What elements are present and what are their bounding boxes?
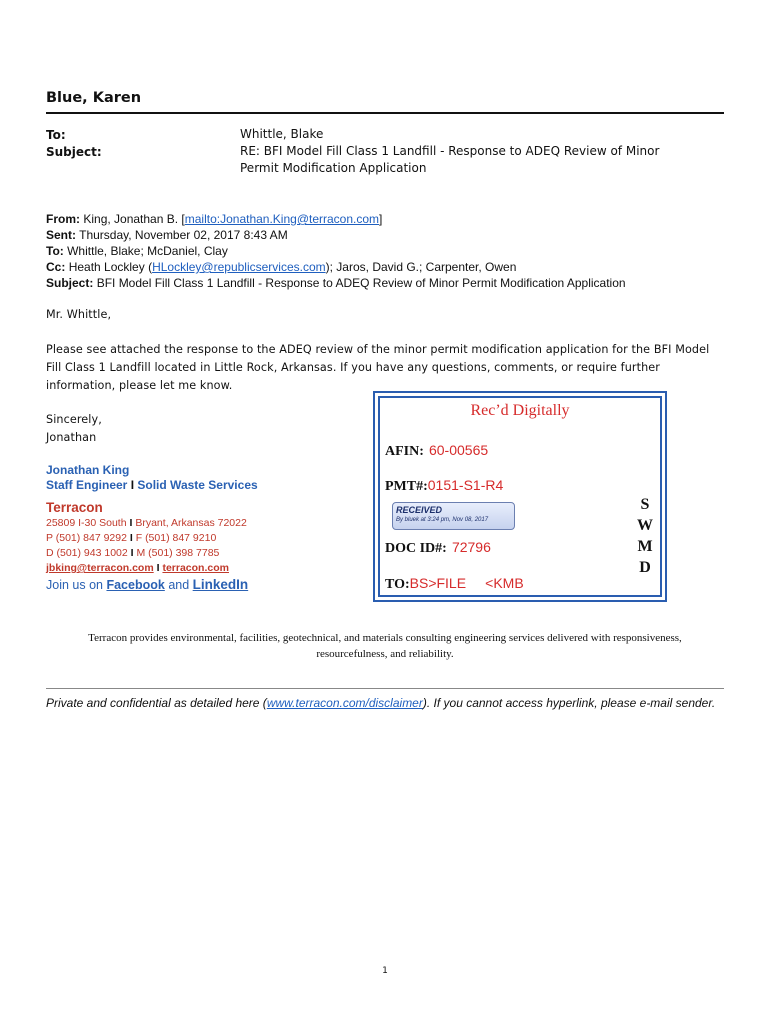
cc-label: Cc: [46, 260, 66, 274]
signature-title-a: Staff Engineer [46, 478, 128, 492]
from-close: ] [379, 212, 383, 226]
from-name: King, Jonathan B. [ [83, 212, 185, 226]
stamp-afin-row [385, 440, 488, 460]
sender-name: Blue, Karen [46, 90, 142, 106]
private-notice [46, 696, 726, 711]
company-tagline: Terracon provides environmental, facilities, geotechnical, and materials consulting engineering services delivered with responsiveness, resourcefulness, and reliability. [88, 632, 682, 660]
and-text: and [168, 578, 190, 592]
closing: Sincerely, [46, 413, 102, 426]
received-stamp [373, 391, 667, 602]
original-to-label: To: [46, 244, 64, 258]
private-a: Private and confidential as detailed here ( [46, 696, 267, 710]
stamp-inner-border [378, 396, 662, 597]
stamp-pmt-row [385, 475, 503, 495]
stamp-docid-row [385, 537, 491, 557]
stamp-title: Rec’d Digitally [470, 402, 570, 419]
cc-name: Heath Lockley ( [68, 260, 153, 274]
separator: I [156, 562, 160, 574]
swmd-vertical-label [636, 494, 654, 578]
subject-label: Subject: [46, 145, 102, 159]
from-label: From: [46, 212, 80, 226]
afin-label: AFIN: [385, 444, 424, 459]
signoff: Jonathan [46, 431, 97, 444]
swmd-letter: D [639, 559, 651, 576]
stamp-to-b: <KMB [485, 575, 524, 591]
signature-title [46, 478, 258, 492]
original-to-line [46, 243, 228, 259]
address-a: 25809 I-30 South [46, 517, 127, 529]
stamp-to-row [385, 573, 524, 593]
signature-phones-1 [46, 531, 216, 546]
signature-web [46, 561, 229, 576]
sent-label: Sent: [46, 228, 76, 242]
original-to-value: Whittle, Blake; McDaniel, Clay [67, 244, 228, 258]
phone-m: M (501) 398 7785 [136, 547, 220, 559]
separator: I [130, 478, 135, 492]
swmd-letter: S [640, 496, 650, 513]
phone-d: D (501) 943 1002 [46, 547, 128, 559]
stamp-to-a: BS>FILE [409, 575, 467, 591]
cc-rest: ); Jaros, David G.; Carpenter, Owen [325, 260, 517, 274]
page-number: 1 [382, 966, 388, 976]
footer-divider [46, 688, 724, 689]
received-badge [392, 502, 515, 530]
original-subject-label: Subject: [46, 276, 94, 290]
separator: I [129, 517, 133, 529]
body-paragraph: Please see attached the response to the ADEQ review of the minor permit modification application for the BFI Model Fill Class 1 Landfill located in Little Rock, Arkansas. If you have any questions, comments, or require further information, please let me know. [46, 343, 710, 392]
signature-phones-2 [46, 546, 219, 561]
disclaimer-link[interactable]: www.terracon.com/disclaimer [266, 696, 423, 710]
original-subject-value: BFI Model Fill Class 1 Landfill - Response to ADEQ Review of Minor Permit Modification Application [96, 276, 626, 290]
join-text: Join us on [46, 578, 103, 592]
linkedin-link[interactable]: LinkedIn [192, 577, 249, 592]
address-b: Bryant, Arkansas 72022 [135, 517, 247, 529]
subject-value: RE: BFI Model Fill Class 1 Landfill - Response to ADEQ Review of Minor Permit Modification Application [240, 144, 660, 175]
afin-value: 60-00565 [428, 442, 489, 458]
header-divider [46, 112, 724, 114]
cc-email-link[interactable]: HLockley@republicservices.com [152, 260, 326, 274]
private-b: ). If you cannot access hyperlink, please e-mail sender. [422, 696, 716, 710]
facebook-link[interactable]: Facebook [106, 578, 165, 592]
docid-value: 72796 [451, 539, 491, 555]
signature-name: Jonathan King [46, 463, 130, 477]
pmt-value: 0151-S1-R4 [427, 477, 504, 493]
separator: I [130, 547, 134, 559]
signature-company: Terracon [46, 500, 103, 515]
phone-f: F (501) 847 9210 [135, 532, 217, 544]
original-from-line [46, 211, 382, 227]
signature-address [46, 516, 247, 531]
sent-value: Thursday, November 02, 2017 8:43 AM [79, 228, 288, 242]
received-title: RECEIVED [396, 505, 443, 515]
from-email-link[interactable]: mailto:Jonathan.King@terracon.com [184, 212, 380, 226]
original-cc-line [46, 259, 516, 275]
signature-email-link[interactable]: jbking@terracon.com [46, 562, 154, 574]
to-value: Whittle, Blake [240, 127, 324, 141]
signature-social [46, 577, 248, 592]
received-sub: By bluek at 3:24 pm, Nov 08, 2017 [396, 517, 489, 523]
stamp-to-label: TO: [385, 577, 410, 592]
original-sent-line [46, 227, 288, 243]
phone-p: P (501) 847 9292 [46, 532, 127, 544]
docid-label: DOC ID#: [385, 541, 447, 556]
original-subject-line [46, 275, 626, 291]
to-label: To: [46, 128, 66, 142]
pmt-label: PMT#: [385, 479, 428, 494]
swmd-letter: M [637, 538, 653, 555]
separator: I [129, 532, 133, 544]
swmd-letter: W [637, 517, 653, 534]
greeting: Mr. Whittle, [46, 308, 112, 321]
signature-title-b: Solid Waste Services [137, 478, 258, 492]
signature-website-link[interactable]: terracon.com [162, 562, 229, 574]
